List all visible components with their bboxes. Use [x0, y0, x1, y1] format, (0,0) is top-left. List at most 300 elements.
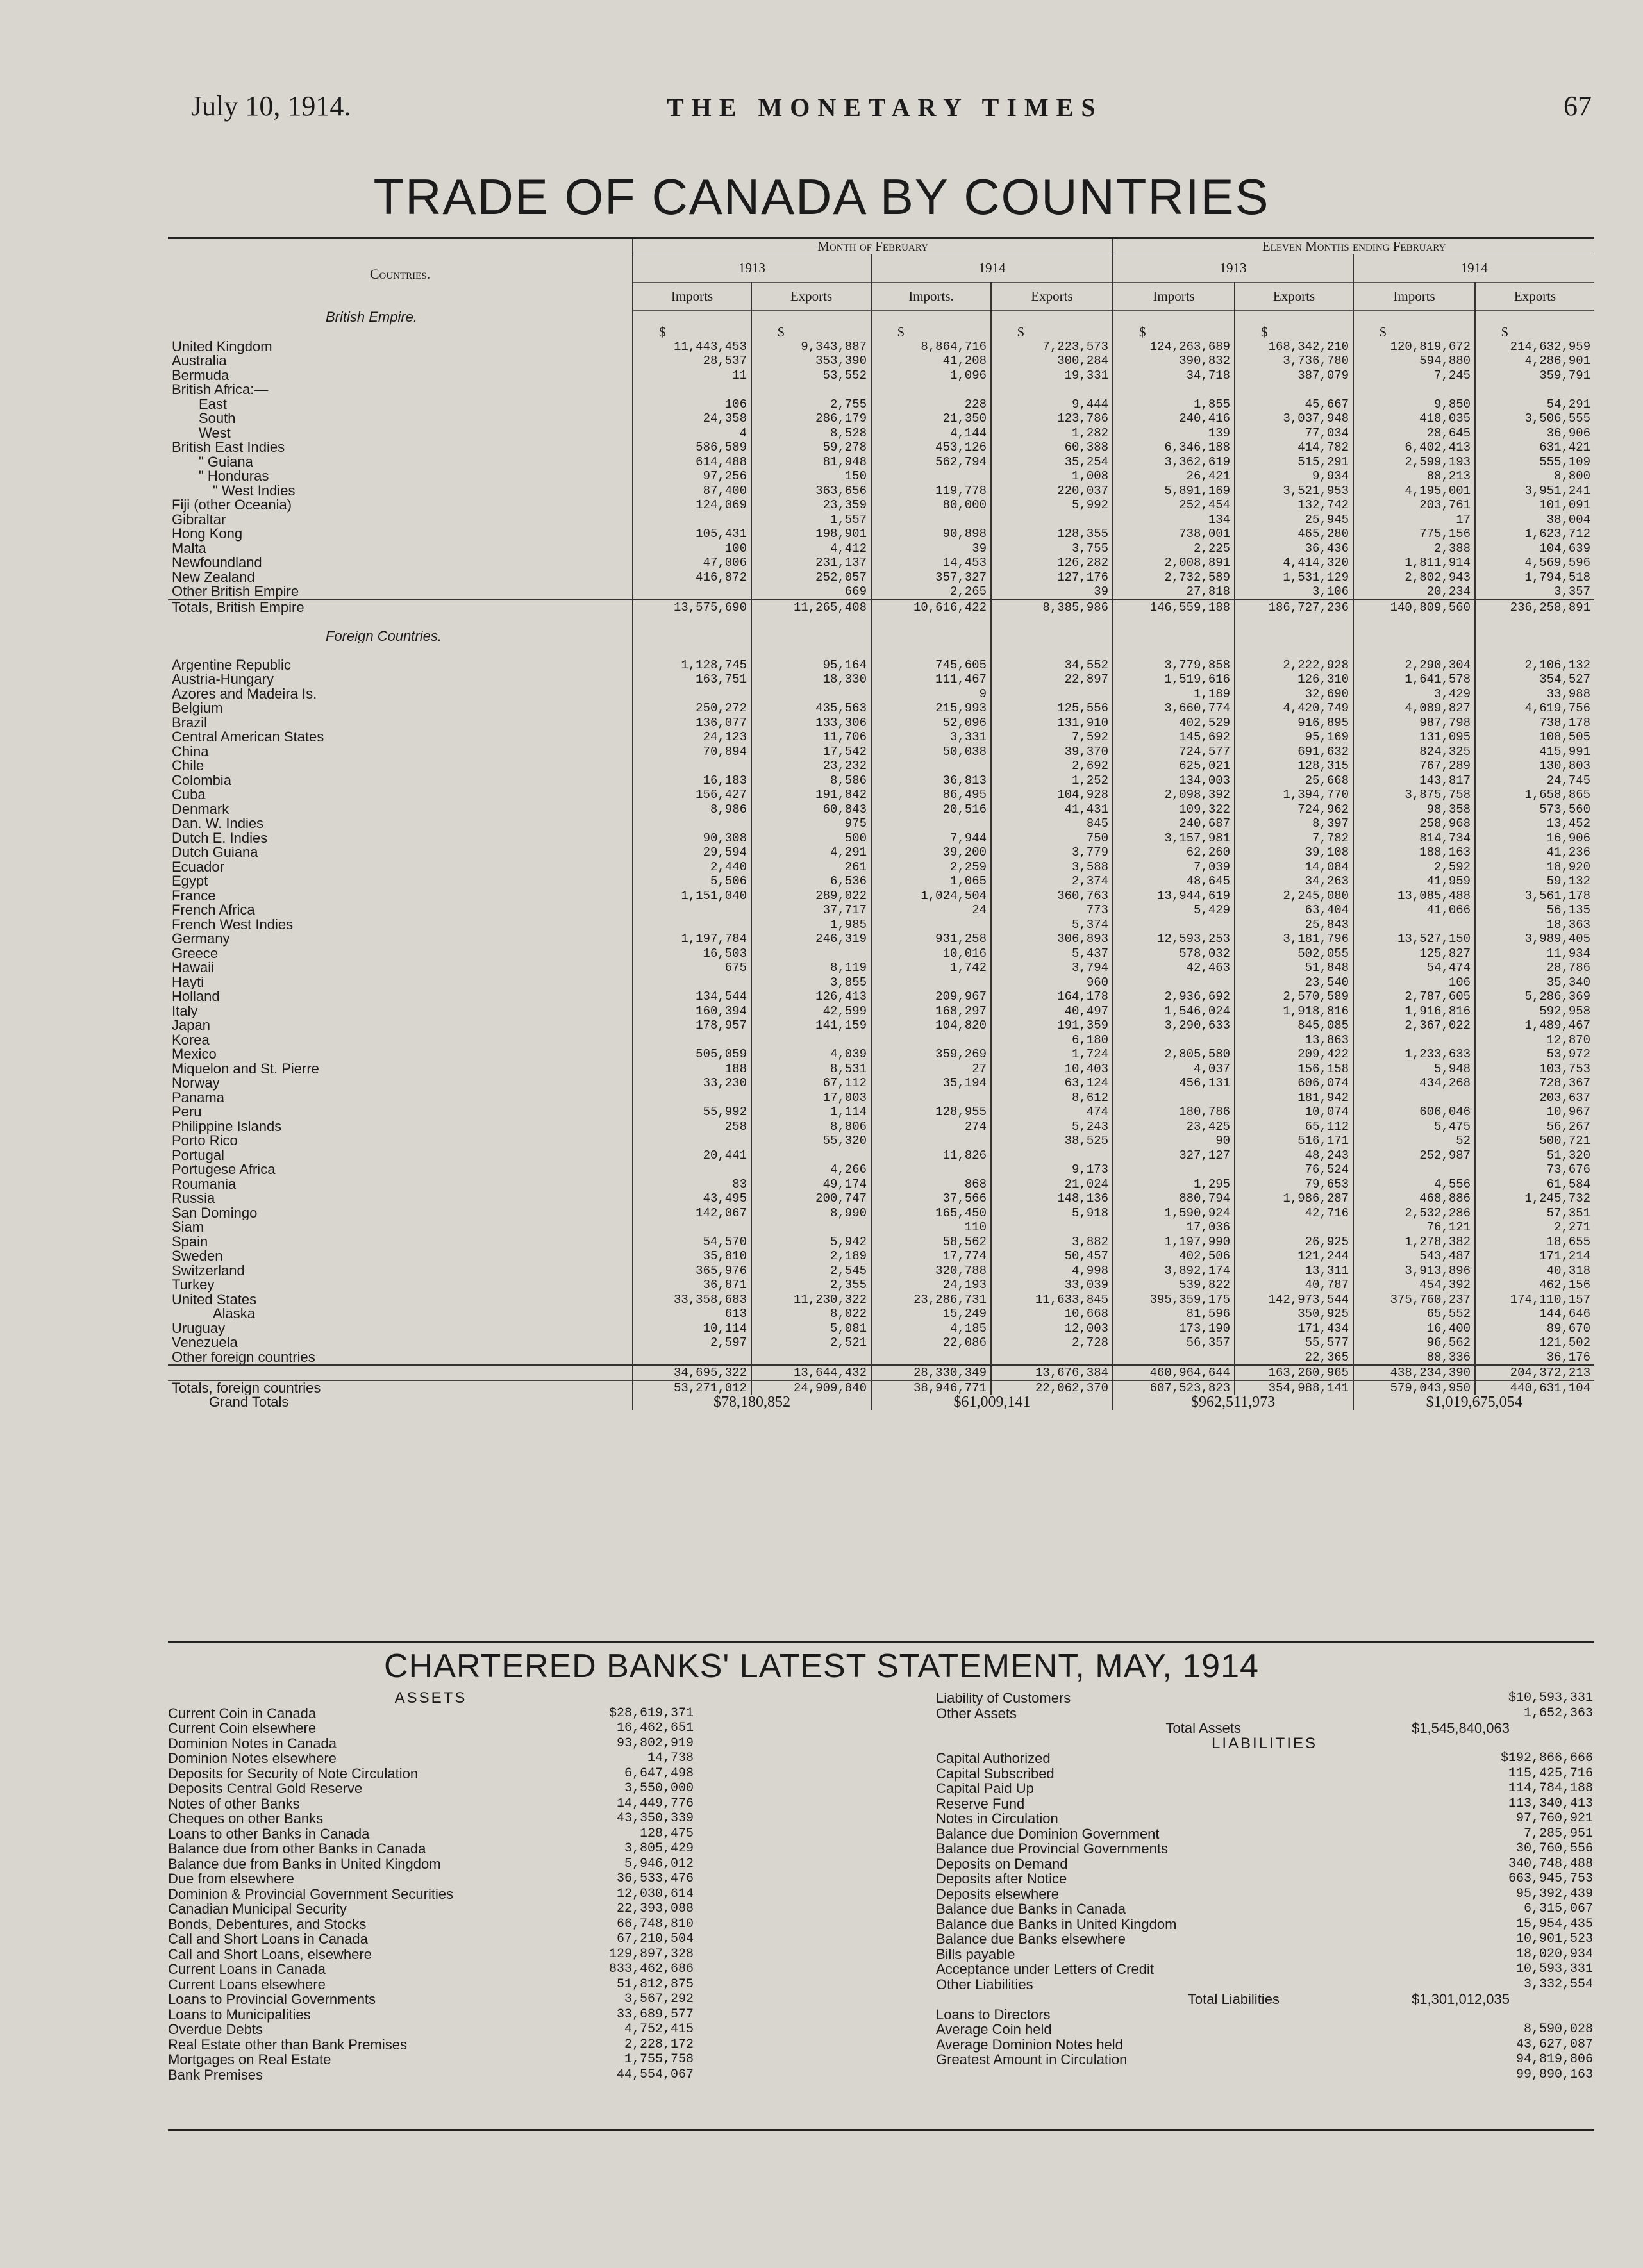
- statement-value: 7,285,951: [1523, 1826, 1593, 1841]
- total-assets-row: [936, 1721, 1593, 1736]
- value-cell: 32,690: [1235, 687, 1353, 702]
- value-cell: 26,925: [1235, 1235, 1353, 1250]
- table-row: [168, 469, 1594, 484]
- country-name: Portugal: [172, 1148, 224, 1163]
- value-cell: 48,243: [1235, 1148, 1353, 1163]
- value-cell: 53,271,012: [633, 1380, 751, 1395]
- value-cell: 2,245,080: [1235, 889, 1353, 904]
- value-cell: 11,706: [751, 730, 871, 745]
- value-cell: 24: [871, 903, 991, 918]
- value-cell: 460,964,644: [1113, 1365, 1235, 1380]
- section-foreign: [168, 629, 1594, 644]
- value-cell: 148,136: [991, 1191, 1113, 1206]
- value-cell: 124,263,689: [1113, 340, 1235, 354]
- value-cell: 139: [1113, 426, 1235, 441]
- value-cell: 124,069: [633, 498, 751, 513]
- value-cell: 146,559,188: [1113, 600, 1235, 615]
- value-cell: 9,444: [991, 397, 1113, 412]
- value-cell: [991, 1148, 1113, 1163]
- value-cell: 41,066: [1353, 903, 1475, 918]
- value-cell: 4,569,596: [1475, 556, 1594, 570]
- value-cell: 130,803: [1475, 759, 1594, 774]
- value-cell: 8,864,716: [871, 340, 991, 354]
- value-cell: 21,024: [991, 1177, 1113, 1192]
- value-cell: 1,245,732: [1475, 1191, 1594, 1206]
- value-cell: 359,269: [871, 1047, 991, 1062]
- value-cell: 515,291: [1235, 455, 1353, 470]
- value-cell: 8,986: [633, 802, 751, 817]
- value-cell: 39,108: [1235, 845, 1353, 860]
- country-name: Colombia: [172, 773, 231, 788]
- spacer: [1113, 615, 1235, 629]
- value-cell: 10,403: [991, 1062, 1113, 1077]
- table-row: [168, 1336, 1594, 1350]
- value-cell: 354,988,141: [1235, 1380, 1353, 1395]
- country-name: [168, 1365, 633, 1380]
- value-cell: [1353, 1163, 1475, 1177]
- value-cell: [871, 1033, 991, 1048]
- value-cell: 33,230: [633, 1076, 751, 1091]
- value-cell: 123,786: [991, 411, 1113, 426]
- value-cell: 3,892,174: [1113, 1264, 1235, 1279]
- value-cell: [751, 629, 871, 644]
- statement-row: [936, 1841, 1593, 1857]
- table-row: [168, 1148, 1594, 1163]
- value-cell: 134: [1113, 513, 1235, 527]
- value-cell: 90: [1113, 1134, 1235, 1148]
- value-cell: 845: [991, 816, 1113, 831]
- value-cell: 2,225: [1113, 542, 1235, 556]
- statement-label: Call and Short Loans in Canada: [168, 1931, 368, 1947]
- value-cell: 178,957: [633, 1018, 751, 1033]
- table-row: [168, 498, 1594, 513]
- value-cell: 23,232: [751, 759, 871, 774]
- statement-row: [168, 1871, 694, 1887]
- value-cell: 1,197,784: [633, 932, 751, 947]
- table-row: [168, 802, 1594, 817]
- value-cell: 4,144: [871, 426, 991, 441]
- value-cell: 28,330,349: [871, 1365, 991, 1380]
- table-row: [168, 874, 1594, 889]
- table-row: [168, 527, 1594, 542]
- country-name: Egypt: [172, 874, 208, 889]
- spacer: [633, 615, 751, 629]
- spacer: [871, 615, 991, 629]
- value-cell: 104,820: [871, 1018, 991, 1033]
- value-cell: 613: [633, 1307, 751, 1321]
- value-cell: 35,254: [991, 455, 1113, 470]
- value-cell: 6,536: [751, 874, 871, 889]
- statement-label: Deposits for Security of Note Circulation: [168, 1765, 419, 1782]
- statement-label: Balance due Banks in Canada: [936, 1901, 1126, 1917]
- value-cell: [991, 383, 1113, 397]
- value-cell: [1353, 629, 1475, 644]
- value-cell: 24,123: [633, 730, 751, 745]
- value-cell: 4,039: [751, 1047, 871, 1062]
- table-row: [168, 1163, 1594, 1177]
- statement-row: [168, 1887, 694, 1902]
- value-cell: 174,110,157: [1475, 1293, 1594, 1307]
- statement-value: $28,619,371: [608, 1705, 694, 1721]
- statement-label: Mortgages on Real Estate: [168, 2051, 331, 2067]
- value-cell: 5,374: [991, 918, 1113, 932]
- statement-row: [936, 1901, 1593, 1917]
- value-cell: 53,972: [1475, 1047, 1594, 1062]
- value-cell: 8,990: [751, 1206, 871, 1221]
- statement-label: Greatest Amount in Circulation: [936, 2051, 1128, 2067]
- value-cell: 54,291: [1475, 397, 1594, 412]
- value-cell: 25,945: [1235, 513, 1353, 527]
- country-name: Hawaii: [172, 961, 215, 975]
- value-cell: [1113, 310, 1235, 325]
- value-cell: 42,716: [1235, 1206, 1353, 1221]
- value-cell: [751, 310, 871, 325]
- value-cell: 3,779: [991, 845, 1113, 860]
- value-cell: 1,724: [991, 1047, 1113, 1062]
- table-row: [168, 484, 1594, 499]
- rule: [168, 2129, 1594, 2131]
- value-cell: 77,034: [1235, 426, 1353, 441]
- statement-value: 5,946,012: [624, 1856, 694, 1871]
- table-row: [168, 889, 1594, 904]
- total-assets-value: $1,545,840,063: [1412, 1720, 1510, 1736]
- value-cell: [1475, 629, 1594, 644]
- value-cell: 363,656: [751, 484, 871, 499]
- value-cell: 8,022: [751, 1307, 871, 1321]
- value-cell: [871, 1134, 991, 1148]
- value-cell: 2,271: [1475, 1220, 1594, 1235]
- value-cell: [1235, 1220, 1353, 1235]
- value-cell: 76,524: [1235, 1163, 1353, 1177]
- value-cell: 156,158: [1235, 1062, 1353, 1077]
- value-cell: 9,343,887: [751, 340, 871, 354]
- value-cell: 58,562: [871, 1235, 991, 1250]
- subcol-header: Imports: [1113, 282, 1235, 310]
- year-header: 1913: [633, 254, 871, 282]
- table-row: [168, 788, 1594, 802]
- statement-row: [168, 1736, 694, 1751]
- value-cell: 27: [871, 1062, 991, 1077]
- statement-row: [168, 1811, 694, 1826]
- value-cell: 274: [871, 1120, 991, 1134]
- value-cell: 975: [751, 816, 871, 831]
- table-row: [168, 1105, 1594, 1120]
- currency-symbol: $: [1475, 325, 1594, 340]
- statement-row: [936, 1917, 1593, 1932]
- country-name: Other foreign countries: [172, 1350, 315, 1365]
- table-row: [168, 1047, 1594, 1062]
- value-cell: 220,037: [991, 484, 1113, 499]
- value-cell: 65,552: [1353, 1307, 1475, 1321]
- country-name: Panama: [172, 1090, 224, 1105]
- value-cell: 104,928: [991, 788, 1113, 802]
- value-cell: 11: [633, 368, 751, 383]
- value-cell: 3,429: [1353, 687, 1475, 702]
- value-cell: 8,397: [1235, 816, 1353, 831]
- value-cell: 415,991: [1475, 745, 1594, 759]
- value-cell: 18,330: [751, 672, 871, 687]
- country-name: France: [172, 888, 216, 903]
- value-cell: 163,751: [633, 672, 751, 687]
- value-cell: 2,259: [871, 860, 991, 875]
- statement-value: 115,425,716: [1508, 1766, 1593, 1781]
- statement-value: 1,755,758: [624, 2052, 694, 2067]
- value-cell: 63,124: [991, 1076, 1113, 1091]
- table-row: [168, 1220, 1594, 1235]
- value-cell: 691,632: [1235, 745, 1353, 759]
- statement-label: Cheques on other Banks: [168, 1810, 324, 1826]
- statement-value: 33,689,577: [616, 2007, 694, 2022]
- value-cell: 4,412: [751, 542, 871, 556]
- statement-label: Other Liabilities: [936, 1976, 1033, 1992]
- value-cell: [1113, 1350, 1235, 1366]
- value-cell: 2,545: [751, 1264, 871, 1279]
- value-cell: 365,976: [633, 1264, 751, 1279]
- value-cell: 435,563: [751, 701, 871, 716]
- grand-total-value: $1,019,675,054: [1353, 1395, 1594, 1410]
- value-cell: 21,350: [871, 411, 991, 426]
- table-row: [168, 816, 1594, 831]
- spacer: [168, 643, 633, 658]
- value-cell: 2,367,022: [1353, 1018, 1475, 1033]
- value-cell: 52: [1353, 1134, 1475, 1148]
- country-name: Italy: [172, 1004, 198, 1018]
- value-cell: 2,189: [751, 1249, 871, 1264]
- value-cell: 63,404: [1235, 903, 1353, 918]
- country-name: Totals, foreign countries: [168, 1380, 633, 1395]
- value-cell: 11,934: [1475, 947, 1594, 961]
- currency-symbol: $: [1353, 325, 1475, 340]
- statement-value: 44,554,067: [616, 2067, 694, 2082]
- value-cell: 5,948: [1353, 1062, 1475, 1077]
- value-cell: 41,959: [1353, 874, 1475, 889]
- subcol-header: Imports.: [871, 282, 991, 310]
- value-cell: 180,786: [1113, 1105, 1235, 1120]
- value-cell: 2,805,580: [1113, 1047, 1235, 1062]
- value-cell: 86,495: [871, 788, 991, 802]
- value-cell: 2,592: [1353, 860, 1475, 875]
- table-row: [168, 411, 1594, 426]
- value-cell: 3,331: [871, 730, 991, 745]
- value-cell: 1,252: [991, 774, 1113, 788]
- eleven-months-header: Eleven Months ending February: [1113, 238, 1594, 254]
- value-cell: 5,243: [991, 1120, 1113, 1134]
- statement-row: [936, 2067, 1593, 2083]
- country-name: Mexico: [172, 1047, 217, 1062]
- country-name: New Zealand: [172, 570, 255, 584]
- value-cell: 36,813: [871, 774, 991, 788]
- value-cell: [1113, 383, 1235, 397]
- table-row: [168, 354, 1594, 368]
- statement-value: 128,475: [639, 1826, 694, 1841]
- table-row: [168, 1191, 1594, 1206]
- statement-label: Balance due Provincial Governments: [936, 1841, 1168, 1857]
- value-cell: 103,753: [1475, 1062, 1594, 1077]
- value-cell: 916,895: [1235, 716, 1353, 731]
- value-cell: 43,495: [633, 1191, 751, 1206]
- value-cell: 5,081: [751, 1321, 871, 1336]
- table-row: [168, 542, 1594, 556]
- value-cell: 1,114: [751, 1105, 871, 1120]
- value-cell: [1353, 1033, 1475, 1048]
- value-cell: 22,086: [871, 1336, 991, 1350]
- value-cell: 3,561,178: [1475, 889, 1594, 904]
- page-number: 67: [1564, 90, 1592, 122]
- statement-value: 36,533,476: [616, 1871, 694, 1886]
- value-cell: 539,822: [1113, 1278, 1235, 1293]
- value-cell: 880,794: [1113, 1191, 1235, 1206]
- value-cell: [633, 310, 751, 325]
- statement-label: Current Coin in Canada: [168, 1705, 317, 1721]
- value-cell: 26,421: [1113, 469, 1235, 484]
- value-cell: 1,811,914: [1353, 556, 1475, 570]
- value-cell: 868: [871, 1177, 991, 1192]
- statement-row: [168, 1796, 694, 1812]
- statement-value: 18,020,934: [1515, 1946, 1593, 1962]
- grand-total-row: [168, 1395, 1594, 1410]
- statement-row: [168, 1962, 694, 1977]
- foreign-total-row: [168, 1380, 1594, 1395]
- statement-value: 2,228,172: [624, 2037, 694, 2052]
- value-cell: 9,173: [991, 1163, 1113, 1177]
- statement-row: [936, 1826, 1593, 1842]
- country-name: Switzerland: [172, 1263, 245, 1278]
- table-row: [168, 1321, 1594, 1336]
- value-cell: 4,286,901: [1475, 354, 1594, 368]
- statement-label: Balance due Banks in United Kingdom: [936, 1916, 1177, 1932]
- statement-label: Overdue Debts: [168, 2021, 263, 2037]
- spacer: [1353, 643, 1475, 658]
- statement-value: 663,945,753: [1508, 1871, 1593, 1886]
- statement-label: Balance due Banks elsewhere: [936, 1931, 1126, 1947]
- statement-value: 43,350,339: [616, 1811, 694, 1826]
- statement-row: [936, 2022, 1593, 2037]
- value-cell: 2,388: [1353, 542, 1475, 556]
- country-name: Cuba: [172, 788, 206, 802]
- value-cell: 8,119: [751, 961, 871, 975]
- value-cell: 1,985: [751, 918, 871, 932]
- statement-value: 3,332,554: [1523, 1976, 1593, 1992]
- value-cell: 55,992: [633, 1105, 751, 1120]
- value-cell: [991, 513, 1113, 527]
- value-cell: 8,528: [751, 426, 871, 441]
- value-cell: 738,178: [1475, 716, 1594, 731]
- value-cell: 98,358: [1353, 802, 1475, 817]
- value-cell: 3,157,981: [1113, 831, 1235, 846]
- value-cell: 13,085,488: [1353, 889, 1475, 904]
- table-row: [168, 426, 1594, 441]
- liabilities-heading: LIABILITIES: [1211, 1734, 1318, 1752]
- value-cell: 131,910: [991, 716, 1113, 731]
- value-cell: 19,331: [991, 368, 1113, 383]
- statement-label: Average Coin held: [936, 2021, 1052, 2037]
- value-cell: 236,258,891: [1475, 600, 1594, 615]
- subcol-header: Imports: [633, 282, 751, 310]
- value-cell: [751, 1220, 871, 1235]
- value-cell: 23,359: [751, 498, 871, 513]
- value-cell: 500: [751, 831, 871, 846]
- statement-label: Canadian Municipal Security: [168, 1901, 347, 1917]
- value-cell: 133,306: [751, 716, 871, 731]
- statement-row: [168, 1917, 694, 1932]
- value-cell: 10,967: [1475, 1105, 1594, 1120]
- country-name: Denmark: [172, 802, 229, 816]
- value-cell: 375,760,237: [1353, 1293, 1475, 1307]
- country-name: Central American States: [172, 730, 324, 745]
- value-cell: 18,920: [1475, 860, 1594, 875]
- value-cell: 42,599: [751, 1004, 871, 1019]
- value-cell: 1,855: [1113, 397, 1235, 412]
- value-cell: 4,619,756: [1475, 701, 1594, 716]
- country-name: Belgium: [172, 701, 223, 716]
- value-cell: 13,575,690: [633, 600, 751, 615]
- value-cell: 3,037,948: [1235, 411, 1353, 426]
- spacer: [633, 643, 751, 658]
- country-name: Alaska: [213, 1307, 256, 1321]
- value-cell: 5,891,169: [1113, 484, 1235, 499]
- value-cell: 126,310: [1235, 672, 1353, 687]
- value-cell: 3,290,633: [1113, 1018, 1235, 1033]
- value-cell: 41,236: [1475, 845, 1594, 860]
- value-cell: 2,532,286: [1353, 1206, 1475, 1221]
- value-cell: 2,597: [633, 1336, 751, 1350]
- statement-value: 129,897,328: [608, 1946, 694, 1962]
- value-cell: 203,637: [1475, 1091, 1594, 1105]
- subcol-header: Exports: [991, 282, 1113, 310]
- table-row: [168, 716, 1594, 731]
- value-cell: 16,400: [1353, 1321, 1475, 1336]
- value-cell: 49,174: [751, 1177, 871, 1192]
- statement-row: [936, 2037, 1593, 2053]
- currency-row: [168, 325, 1594, 340]
- value-cell: 165,450: [871, 1206, 991, 1221]
- value-cell: 17,774: [871, 1249, 991, 1264]
- value-cell: [871, 1163, 991, 1177]
- value-cell: [633, 1134, 751, 1148]
- statement-value: 113,340,413: [1508, 1796, 1593, 1811]
- value-cell: 8,531: [751, 1062, 871, 1077]
- statement-label: Notes in Circulation: [936, 1810, 1058, 1826]
- country-name: Australia: [172, 354, 227, 368]
- value-cell: 261: [751, 860, 871, 875]
- table-row: [168, 961, 1594, 975]
- country-name: Turkey: [172, 1278, 215, 1293]
- value-cell: 3,588: [991, 860, 1113, 875]
- country-name: Greece: [172, 946, 219, 961]
- value-cell: 173,190: [1113, 1321, 1235, 1336]
- value-cell: 132,742: [1235, 498, 1353, 513]
- value-cell: 156,427: [633, 788, 751, 802]
- page-title: TRADE OF CANADA BY COUNTRIES: [373, 169, 1270, 225]
- country-name: Norway: [172, 1076, 220, 1091]
- value-cell: 76,121: [1353, 1220, 1475, 1235]
- value-cell: 8,385,986: [991, 600, 1113, 615]
- statement-row: [168, 1751, 694, 1766]
- value-cell: 606,074: [1235, 1076, 1353, 1091]
- country-name: British Africa:—: [172, 383, 269, 397]
- value-cell: 354,527: [1475, 672, 1594, 687]
- country-name: Dutch E. Indies: [172, 831, 268, 845]
- spacer: [1475, 643, 1594, 658]
- value-cell: 1,742: [871, 961, 991, 975]
- value-cell: 83: [633, 1177, 751, 1192]
- country-name: Gibraltar: [172, 512, 226, 527]
- value-cell: 142,973,544: [1235, 1293, 1353, 1307]
- statement-row: [168, 2037, 694, 2053]
- value-cell: 56,267: [1475, 1120, 1594, 1134]
- value-cell: 168,297: [871, 1004, 991, 1019]
- statement-value: 67,210,504: [616, 1932, 694, 1946]
